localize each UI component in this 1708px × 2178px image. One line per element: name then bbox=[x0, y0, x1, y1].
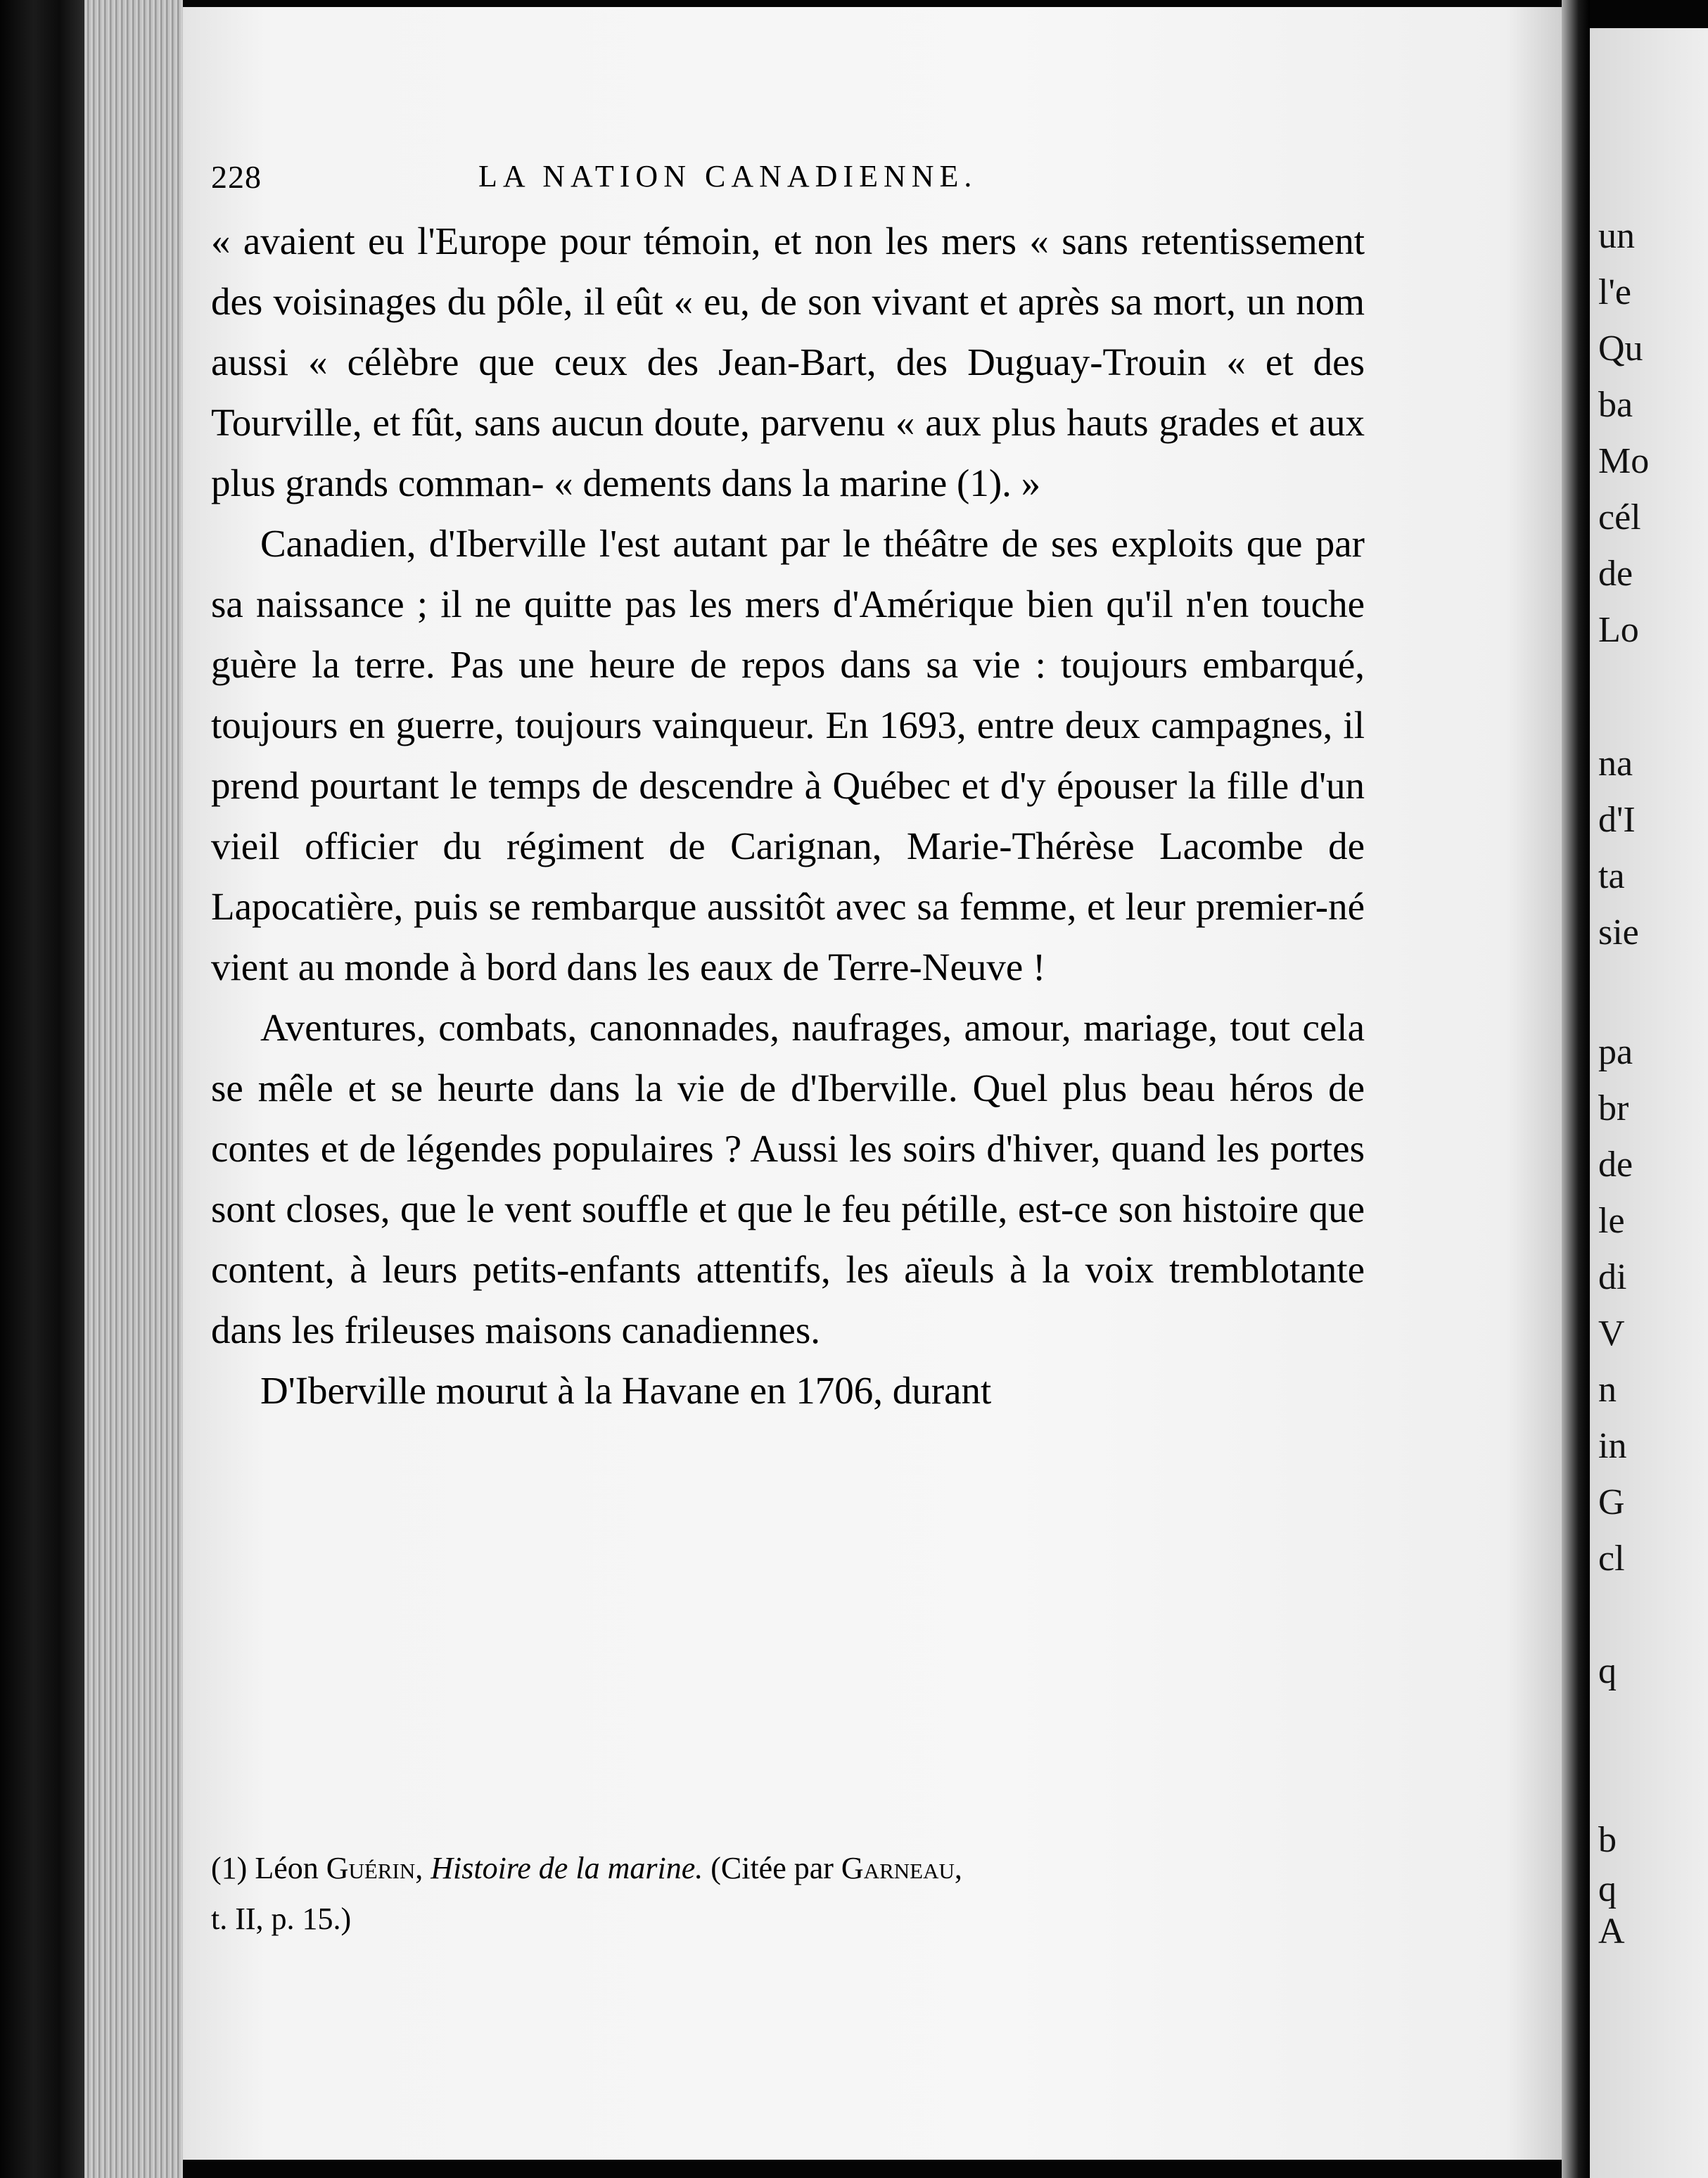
paragraph-mourut: D'Iberville mourut à la Havane en 1706, durant bbox=[260, 1369, 992, 1412]
facing-fragment: q bbox=[1598, 1651, 1617, 1691]
facing-fragment: n bbox=[1598, 1370, 1617, 1410]
footnote-cited-by: Garneau, bbox=[841, 1851, 962, 1885]
facing-fragment: ta bbox=[1598, 856, 1625, 896]
facing-fragment: pa bbox=[1598, 1032, 1633, 1072]
footnote-cite-pre: (Citée par bbox=[710, 1851, 834, 1885]
facing-page-edge bbox=[1590, 28, 1708, 2178]
footnote-cite-post: t. II, p. 15.) bbox=[211, 1902, 352, 1936]
facing-fragment: Mo bbox=[1598, 441, 1650, 481]
paragraph-canadien: Canadien, d'Iberville l'est autant par le théâtre de ses exploits que par sa naissance ; il ne quitte pas les mers d'Amérique bien qu'il n'en touche guère la terre. Pas une heure de repos dans sa vie : toujours embarqué, toujours en guerre, toujours vainqueur. En 1693, entre deux campagnes, il prend pourtant le temps de descendre à Québec et d'y épouser la fille d'un vieil officier du régiment de Carignan, Marie-Thérèse Lacombe de Lapocatière, puis se rembarque aussitôt avec sa femme, et leur premier-né vient au monde à bord dans les eaux de Terre-Neuve ! bbox=[211, 522, 1365, 988]
book-binding-gutter bbox=[0, 0, 84, 2178]
running-header bbox=[211, 158, 1379, 200]
facing-fragment: G bbox=[1598, 1482, 1625, 1522]
page-fold bbox=[1562, 0, 1590, 2178]
facing-fragment: br bbox=[1598, 1088, 1629, 1128]
facing-fragment: un bbox=[1598, 216, 1635, 256]
facing-fragment: d'I bbox=[1598, 800, 1636, 840]
page-number: 228 bbox=[211, 159, 262, 195]
footnote-author-first: Léon bbox=[255, 1851, 319, 1885]
page-edges bbox=[84, 0, 183, 2178]
facing-fragment: V bbox=[1598, 1313, 1625, 1354]
paragraph-quote: « avaient eu l'Europe pour témoin, et non les mers « sans retentissement des voisinages du pôle, il eût « eu, de son vivant et après sa mort, un nom aussi « célèbre que ceux des Jean-Bart, des Duguay-Trouin « et des Tourville, et fût, sans aucun doute, parvenu « aux plus hauts grades et aux plus grands comman- « dements dans la marine (1). » bbox=[211, 219, 1365, 504]
facing-fragment: de bbox=[1598, 554, 1633, 594]
footnote-author-last: Guérin, bbox=[326, 1851, 423, 1885]
facing-fragment: di bbox=[1598, 1257, 1627, 1297]
footnote-marker: (1) bbox=[211, 1851, 248, 1885]
facing-fragment: Lo bbox=[1598, 610, 1639, 650]
facing-fragment: cél bbox=[1598, 497, 1641, 537]
facing-fragment: sie bbox=[1598, 912, 1639, 953]
facing-fragment: na bbox=[1598, 744, 1633, 784]
facing-fragment: l'e bbox=[1598, 272, 1631, 312]
facing-fragment: b bbox=[1598, 1820, 1617, 1860]
facing-fragment: ba bbox=[1598, 385, 1633, 425]
paragraph-aventures: Aventures, combats, canonnades, naufrages, amour, mariage, tout cela se mêle et se heurte dans la vie de d'Iberville. Quel plus beau héros de contes et de légendes populaires ? Aussi les soirs d'hiver, quand les portes sont closes, que le vent souffle et que le feu pétille, est-ce son histoire que content, à leurs petits-enfants attentifs, les aïeuls à la voix tremblotante dans les frileuses maisons canadiennes. bbox=[211, 1006, 1365, 1351]
running-title: LA NATION CANADIENNE. bbox=[478, 159, 978, 193]
footnote-work: Histoire de la marine. bbox=[431, 1851, 703, 1885]
footnote bbox=[211, 1843, 1365, 1944]
facing-fragment: cl bbox=[1598, 1539, 1625, 1579]
body-text bbox=[211, 211, 1365, 1421]
facing-fragment: le bbox=[1598, 1201, 1625, 1241]
facing-fragment: Qu bbox=[1598, 329, 1643, 369]
facing-fragment: A bbox=[1598, 1911, 1625, 1951]
facing-fragment: de bbox=[1598, 1145, 1633, 1185]
facing-fragment: in bbox=[1598, 1426, 1627, 1466]
facing-fragment: q bbox=[1598, 1869, 1617, 1909]
